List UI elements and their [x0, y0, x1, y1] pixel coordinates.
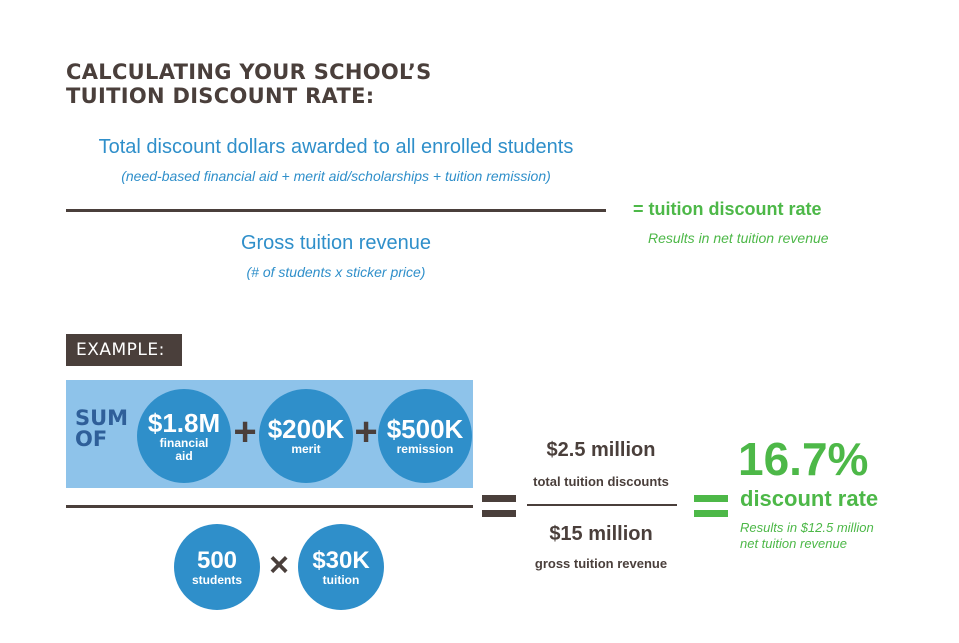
plus-sign-2: + — [354, 410, 378, 454]
students-value: 500 — [196, 547, 238, 574]
formula-result-detail: Results in net tuition revenue — [648, 230, 829, 246]
formula-numerator: Total discount dollars awarded to all enrolled students — [98, 136, 574, 158]
financial-aid-circle — [137, 389, 231, 483]
example-fraction-line — [66, 505, 473, 508]
formula-result: = tuition discount rate — [633, 199, 822, 219]
remission-circle — [378, 389, 472, 483]
merit-circle — [259, 389, 353, 483]
discount-rate-detail — [740, 520, 874, 552]
tuition-value: $30K — [312, 547, 370, 574]
times-sign: × — [269, 546, 289, 584]
title-line-2: TUITION DISCOUNT RATE: — [66, 84, 375, 108]
green-equals-top-bar — [694, 495, 728, 502]
remission-label: remission — [396, 442, 454, 456]
financial-aid-label-2: aid — [175, 448, 193, 463]
remission-value: $500K — [386, 414, 464, 444]
students-circle — [174, 524, 260, 610]
equals-sign-top-bar — [482, 495, 516, 502]
discount-rate-detail-line-2: net tuition revenue — [740, 536, 847, 551]
discount-rate-value: 16.7% — [738, 433, 869, 485]
example-label: EXAMPLE: — [66, 334, 182, 366]
sum-of-label — [75, 408, 128, 450]
gross-revenue-label: gross tuition revenue — [534, 556, 668, 571]
financial-aid-label-1: financial — [159, 435, 209, 450]
financial-aid-value: $1.8M — [147, 407, 221, 438]
discount-rate-detail-line-1: Results in $12.5 million — [740, 520, 874, 535]
sum-of-line-2: OF — [75, 427, 108, 451]
total-discounts-value: $2.5 million — [546, 439, 656, 461]
plus-sign-1: + — [233, 410, 257, 454]
green-equals-bottom-bar — [694, 510, 728, 517]
students-label: students — [191, 573, 242, 587]
formula-denominator: Gross tuition revenue — [240, 232, 432, 254]
merit-label: merit — [291, 442, 321, 456]
formula-fraction-line — [66, 209, 606, 212]
title-line-1: CALCULATING YOUR SCHOOL’S — [66, 60, 432, 84]
page-title — [66, 60, 432, 108]
middle-fraction-line — [527, 504, 677, 506]
total-discounts-label: total tuition discounts — [533, 474, 669, 489]
sum-of-line-1: SUM — [75, 406, 129, 430]
equals-sign-bottom-bar — [482, 510, 516, 517]
formula-numerator-detail: (need-based financial aid + merit aid/scholarships + tuition remission) — [121, 168, 551, 184]
gross-revenue-value: $15 million — [549, 523, 653, 545]
merit-value: $200K — [267, 414, 345, 444]
tuition-circle — [298, 524, 384, 610]
formula-denominator-detail: (# of students x sticker price) — [246, 264, 426, 280]
tuition-label: tuition — [322, 573, 360, 587]
discount-rate-label: discount rate — [740, 486, 879, 511]
